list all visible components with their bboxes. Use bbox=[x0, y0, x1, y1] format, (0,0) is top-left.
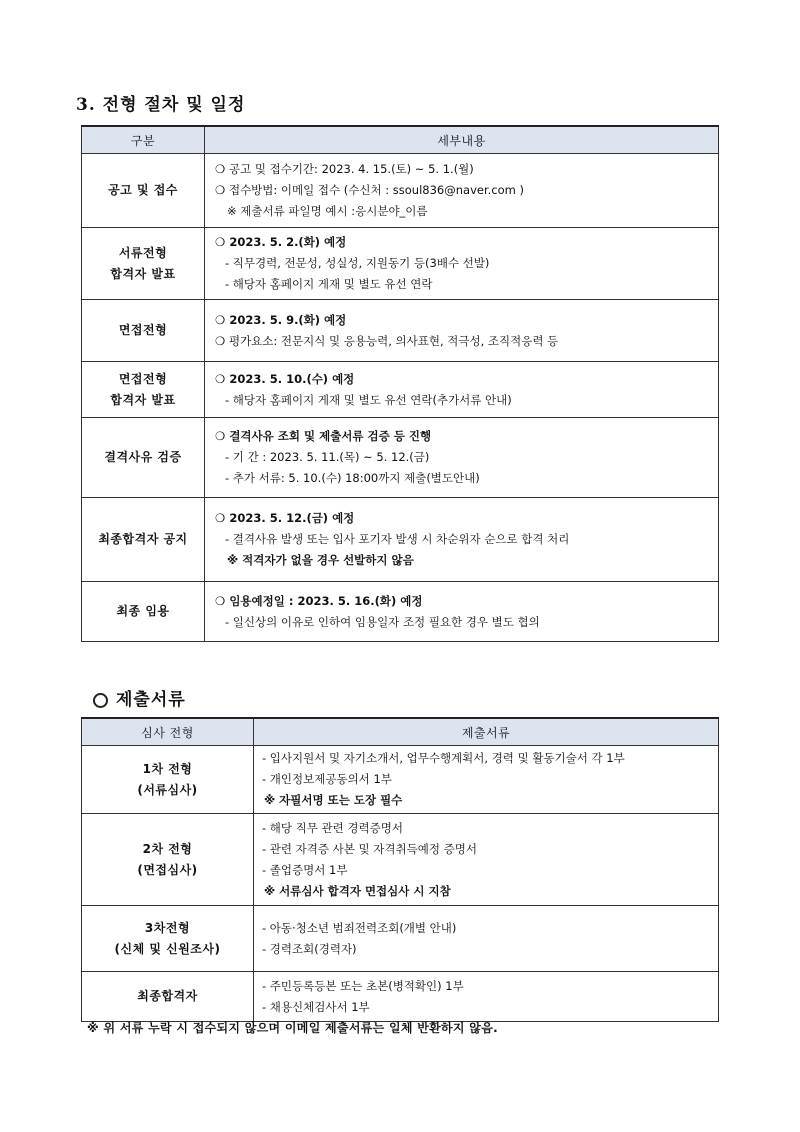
detail-line: - 관련 자격증 사본 및 자격취득예정 증명서 bbox=[262, 841, 477, 856]
category-line: 3차전형 bbox=[144, 920, 191, 935]
category-line: (서류심사) bbox=[137, 782, 198, 797]
detail-line: ※ 제출서류 파일명 예시 :응시분야_이름 bbox=[227, 204, 428, 218]
category-line: 합격자 발표 bbox=[110, 392, 176, 407]
row-details bbox=[205, 154, 719, 228]
detail-line: ❍ 평가요소: 전문지식 및 응용능력, 의사표현, 적극성, 조직적응력 등 bbox=[215, 333, 559, 348]
row-details bbox=[205, 300, 719, 362]
detail-line: - 직무경력, 전문성, 성실성, 지원동기 등(3배수 선발) bbox=[225, 256, 490, 270]
schedule-row bbox=[82, 228, 719, 300]
documents-row bbox=[82, 746, 719, 814]
row-category bbox=[82, 906, 254, 972]
header-category: 구분 bbox=[82, 126, 205, 154]
detail-line: - 아동·청소년 범죄전력조회(개별 안내) bbox=[262, 920, 457, 935]
documents-row bbox=[82, 906, 719, 972]
row-details bbox=[205, 582, 719, 642]
row-category bbox=[82, 746, 254, 814]
documents-row bbox=[82, 972, 719, 1022]
row-category bbox=[82, 498, 205, 582]
detail-line: ❍ 2023. 5. 10.(수) 예정 bbox=[215, 371, 355, 386]
category-line: (신체 및 신원조사) bbox=[114, 941, 221, 956]
footnote: ※ 위 서류 누락 시 접수되지 않으며 이메일 제출서류는 일체 반환하지 않음. bbox=[87, 1021, 498, 1035]
row-details bbox=[254, 746, 719, 814]
schedule-row bbox=[82, 582, 719, 642]
category-line: 결격사유 검증 bbox=[104, 450, 182, 464]
detail-line: ※ 자필서명 또는 도장 필수 bbox=[264, 793, 403, 807]
row-category bbox=[82, 362, 205, 418]
schedule-row bbox=[82, 300, 719, 362]
row-details bbox=[254, 906, 719, 972]
table-header-row bbox=[82, 126, 719, 154]
row-details bbox=[205, 228, 719, 300]
category-line: 1차 전형 bbox=[142, 761, 193, 776]
section-title-documents bbox=[93, 685, 186, 710]
detail-line: ❍ 공고 및 접수기간: 2023. 4. 15.(토) ~ 5. 1.(월) bbox=[215, 162, 474, 176]
documents-table bbox=[81, 717, 719, 1022]
schedule-table bbox=[81, 125, 719, 642]
detail-line: - 추가 서류: 5. 10.(수) 18:00까지 제출(별도안내) bbox=[225, 471, 480, 485]
detail-line: - 입사지원서 및 자기소개서, 업무수행계획서, 경력 및 활동기술서 각 1부 bbox=[262, 751, 625, 765]
row-category bbox=[82, 582, 205, 642]
row-category bbox=[82, 228, 205, 300]
header-documents: 제출서류 bbox=[254, 718, 719, 746]
documents-row bbox=[82, 814, 719, 906]
schedule-row bbox=[82, 498, 719, 582]
detail-line: - 졸업증명서 1부 bbox=[262, 862, 348, 877]
row-category bbox=[82, 814, 254, 906]
detail-line: - 주민등록등본 또는 초본(병적확인) 1부 bbox=[262, 978, 464, 993]
row-category bbox=[82, 418, 205, 498]
row-details bbox=[254, 972, 719, 1022]
category-line: 최종합격자 bbox=[137, 989, 198, 1003]
category-line: 공고 및 접수 bbox=[108, 183, 178, 197]
detail-line: ※ 서류심사 합격자 면접심사 시 지참 bbox=[264, 883, 451, 898]
detail-line: ❍ 2023. 5. 9.(화) 예정 bbox=[215, 312, 347, 327]
hollow-circle-icon bbox=[93, 693, 108, 708]
row-category bbox=[82, 300, 205, 362]
category-line: 최종 임용 bbox=[116, 604, 170, 618]
category-line: (면접심사) bbox=[137, 862, 198, 877]
header-screening: 심사 전형 bbox=[82, 718, 254, 746]
schedule-row bbox=[82, 154, 719, 228]
category-line: 2차 전형 bbox=[142, 841, 193, 856]
category-line: 면접전형 bbox=[118, 323, 168, 337]
category-line: 최종합격자 공지 bbox=[98, 532, 188, 546]
detail-line: ❍ 결격사유 조회 및 제출서류 검증 등 진행 bbox=[215, 429, 432, 443]
row-details bbox=[254, 814, 719, 906]
detail-line: ※ 적격자가 없을 경우 선발하지 않음 bbox=[227, 553, 414, 567]
table-header-row bbox=[82, 718, 719, 746]
detail-line: - 해당자 홈페이지 게재 및 별도 유선 연락(추가서류 안내) bbox=[225, 392, 512, 407]
detail-line: - 결격사유 발생 또는 입사 포기자 발생 시 차순위자 순으로 합격 처리 bbox=[225, 532, 570, 546]
row-details bbox=[205, 418, 719, 498]
detail-line: - 해당 직무 관련 경력증명서 bbox=[262, 820, 403, 835]
schedule-row bbox=[82, 362, 719, 418]
header-details: 세부내용 bbox=[205, 126, 719, 154]
detail-line: ❍ 2023. 5. 2.(화) 예정 bbox=[215, 235, 347, 249]
section-title-schedule: 3. 전형 절차 및 일정 bbox=[76, 95, 246, 115]
detail-line: - 일신상의 이유로 인하여 임용일자 조정 필요한 경우 별도 협의 bbox=[225, 614, 540, 629]
detail-line: ❍ 접수방법: 이메일 접수 (수신처 : ssoul836@naver.com ) bbox=[215, 183, 524, 197]
detail-line: ❍ 2023. 5. 12.(금) 예정 bbox=[215, 511, 355, 525]
category-line: 합격자 발표 bbox=[110, 266, 176, 281]
detail-line: - 채용신체검사서 1부 bbox=[262, 999, 370, 1014]
detail-line: - 해당자 홈페이지 게재 및 별도 유선 연락 bbox=[225, 277, 433, 291]
detail-line: - 경력조회(경력자) bbox=[262, 941, 357, 956]
schedule-row bbox=[82, 418, 719, 498]
row-category bbox=[82, 972, 254, 1022]
row-details bbox=[205, 498, 719, 582]
detail-line: - 기 간 : 2023. 5. 11.(목) ~ 5. 12.(금) bbox=[225, 450, 430, 464]
detail-line: ❍ 임용예정일 : 2023. 5. 16.(화) 예정 bbox=[215, 593, 423, 608]
section-title-text: 제출서류 bbox=[116, 690, 186, 710]
category-line: 서류전형 bbox=[118, 245, 168, 260]
detail-line: - 개인정보제공동의서 1부 bbox=[262, 772, 392, 786]
category-line: 면접전형 bbox=[118, 371, 168, 386]
row-category bbox=[82, 154, 205, 228]
row-details bbox=[205, 362, 719, 418]
